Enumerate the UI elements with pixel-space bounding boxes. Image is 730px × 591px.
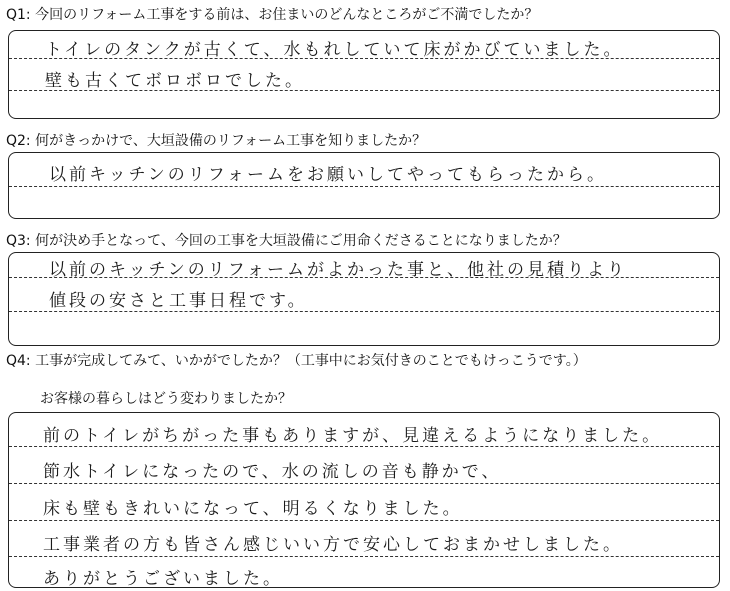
ruled-line: [9, 556, 719, 557]
ruled-line: [9, 520, 719, 521]
q4-sub-question: お客様の暮らしはどう変わりましたか？: [40, 391, 292, 407]
q1-answer-box: [8, 30, 720, 119]
q3-question: Q3: 何が決め手となって、今回の工事を大垣設備にご用命くださることになりましたか？: [6, 233, 567, 249]
q4-answer-line-3: 床も壁もきれいになって、明るくなりました。: [43, 499, 463, 519]
ruled-line: [9, 446, 719, 447]
ruled-line: [9, 483, 719, 484]
q4-answer-line-5: ありがとうございました。: [43, 569, 283, 589]
q2-answer-line-1: 以前キッチンのリフォームをお願いしてやってもらったから。: [49, 165, 607, 185]
q4-answer-box: [8, 412, 720, 588]
ruled-line: [9, 311, 719, 312]
q4-answer-line-2: 節水トイレになったので、水の流しの音も静かで、: [43, 462, 502, 482]
q3-answer-line-2: 値段の安さと工事日程です。: [49, 291, 308, 311]
q3-answer-line-1: 以前のキッチンのリフォームがよかった事と、他社の見積りより: [49, 260, 627, 280]
q4-answer-line-4: 工事業者の方も皆さん感じいい方で安心しておまかせしました。: [43, 535, 623, 555]
q1-answer-line-2: 壁も古くてボロボロでした。: [45, 71, 305, 91]
q4-question: Q4: 工事が完成してみて、いかがでしたか？（工事中にお気付きのことでもけっこうです。）: [6, 353, 587, 369]
q1-question: Q1: 今回のリフォーム工事をする前は、お住まいのどんなところがご不満でしたか？: [6, 7, 539, 23]
q2-question: Q2: 何がきっかけで、大垣設備のリフォーム工事を知りましたか？: [6, 133, 427, 149]
q3-answer-box: [8, 252, 720, 346]
q4-answer-line-1: 前のトイレがちがった事もありますが、見違えるようになりました。: [43, 426, 663, 446]
q1-answer-line-1: トイレのタンクが古くて、水もれしていて床がかびていました。: [45, 40, 624, 60]
q2-answer-box: [8, 152, 720, 219]
ruled-line: [9, 186, 719, 187]
